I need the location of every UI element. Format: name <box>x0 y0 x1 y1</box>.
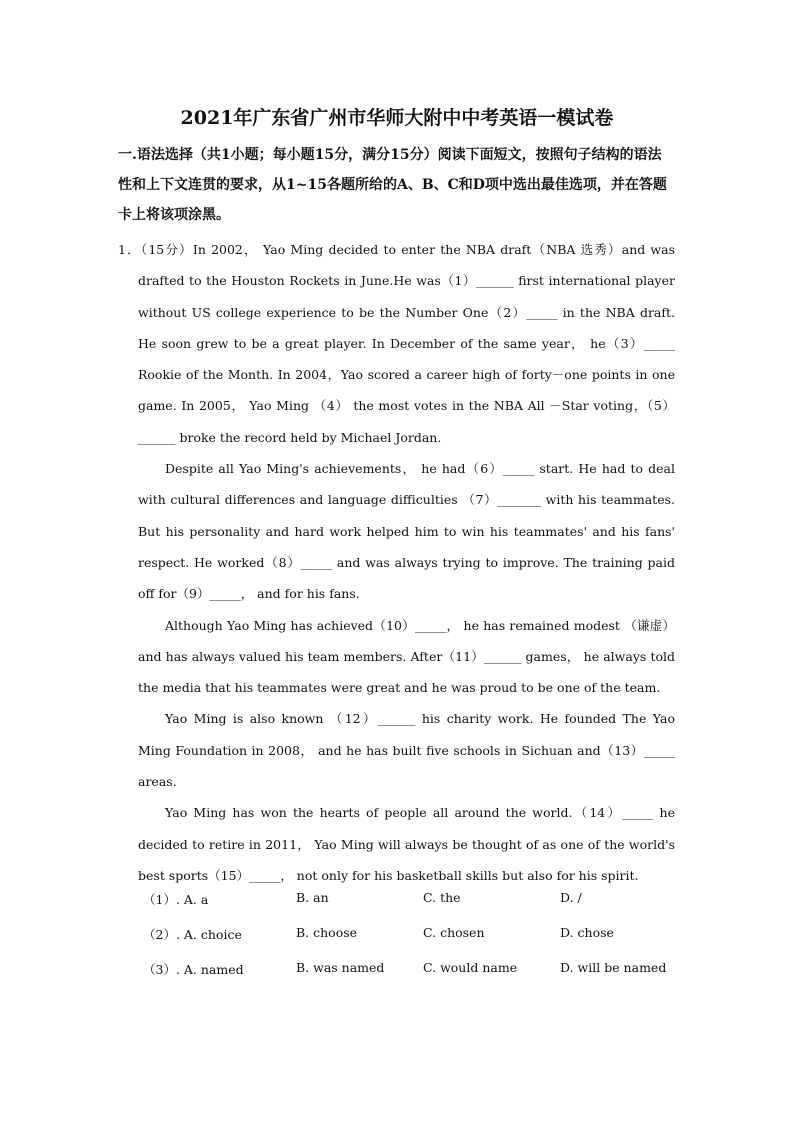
option-d: D. / <box>560 890 582 905</box>
question-passage <box>118 234 675 891</box>
option-b: B. was named <box>296 960 385 975</box>
option-c: C. would name <box>423 960 518 975</box>
page-title: 2021年广东省广州市华师大附中中考英语一模试卷 <box>180 107 614 129</box>
option-b: B. choose <box>296 925 358 940</box>
option-a: （2）. A. choice <box>143 927 242 942</box>
instruction-line: 性和上下文连贯的要求，从1~15各题所给的A、B、C和D项中选出最佳选项，并在答题 <box>118 177 667 193</box>
option-row <box>143 925 683 960</box>
option-c: C. chosen <box>423 925 485 940</box>
option-d: D. chose <box>560 925 614 940</box>
instruction-line: 一.语法选择（共1小题；每小题15分，满分15分）阅读下面短文，按照句子结构的语法 <box>118 147 662 163</box>
passage-paragraph: Despite all Yao Ming's achievements， he had（6）_____ start. He had to deal with cultural differences and language difficulties （7）_______ with his teammates. But his personality and hard work helped him to win his teammates' and his fans' respect. He worked（8）_____ and was always trying to improve. The training paid off for（9）_____， and for his fans. <box>138 461 675 602</box>
option-row <box>143 890 683 925</box>
option-c: C. the <box>423 890 461 905</box>
passage-paragraph: Yao Ming is also known （12）______ his charity work. He founded The Yao Ming Foundation in 2008， and he has built five schools in Sichuan and（13）_____ areas. <box>138 711 675 790</box>
instruction-line: 卡上将该项涂黑。 <box>118 207 230 223</box>
passage-paragraph: 1．（15分）In 2002， Yao Ming decided to enter the NBA draft（NBA 选秀）and was drafted to the Houston Rockets in June.He was（1）______ first international player without US college experience to be the Number One（2）_____ in the NBA draft. He soon grew to be a great player. In December of the same year， he（3）_____ Rookie of the Month. In 2004，Yao scored a career high of forty－one points in one game. In 2005， Yao Ming （4） the most votes in the NBA All －Star voting，（5）______ broke the record held by Michael Jordan. <box>118 242 675 445</box>
answer-options <box>143 890 683 995</box>
option-a: （1）. A. a <box>143 892 209 907</box>
passage-paragraph: Yao Ming has won the hearts of people all around the world.（14）_____ he decided to retire in 2011， Yao Ming will always be thought of as one of the world's best sports（15）_____， not only for his basketball skills but also for his spirit. <box>138 805 675 883</box>
option-row <box>143 960 683 995</box>
section-instructions <box>118 140 678 230</box>
option-d: D. will be named <box>560 960 667 975</box>
option-a: （3）. A. named <box>143 962 244 977</box>
option-b: B. an <box>296 890 329 905</box>
passage-paragraph: Although Yao Ming has achieved（10）_____， he has remained modest （谦虚）and has always valued his team members. After（11）______ games， he always told the media that his teammates were great and he was proud to be one of the team. <box>138 617 675 696</box>
